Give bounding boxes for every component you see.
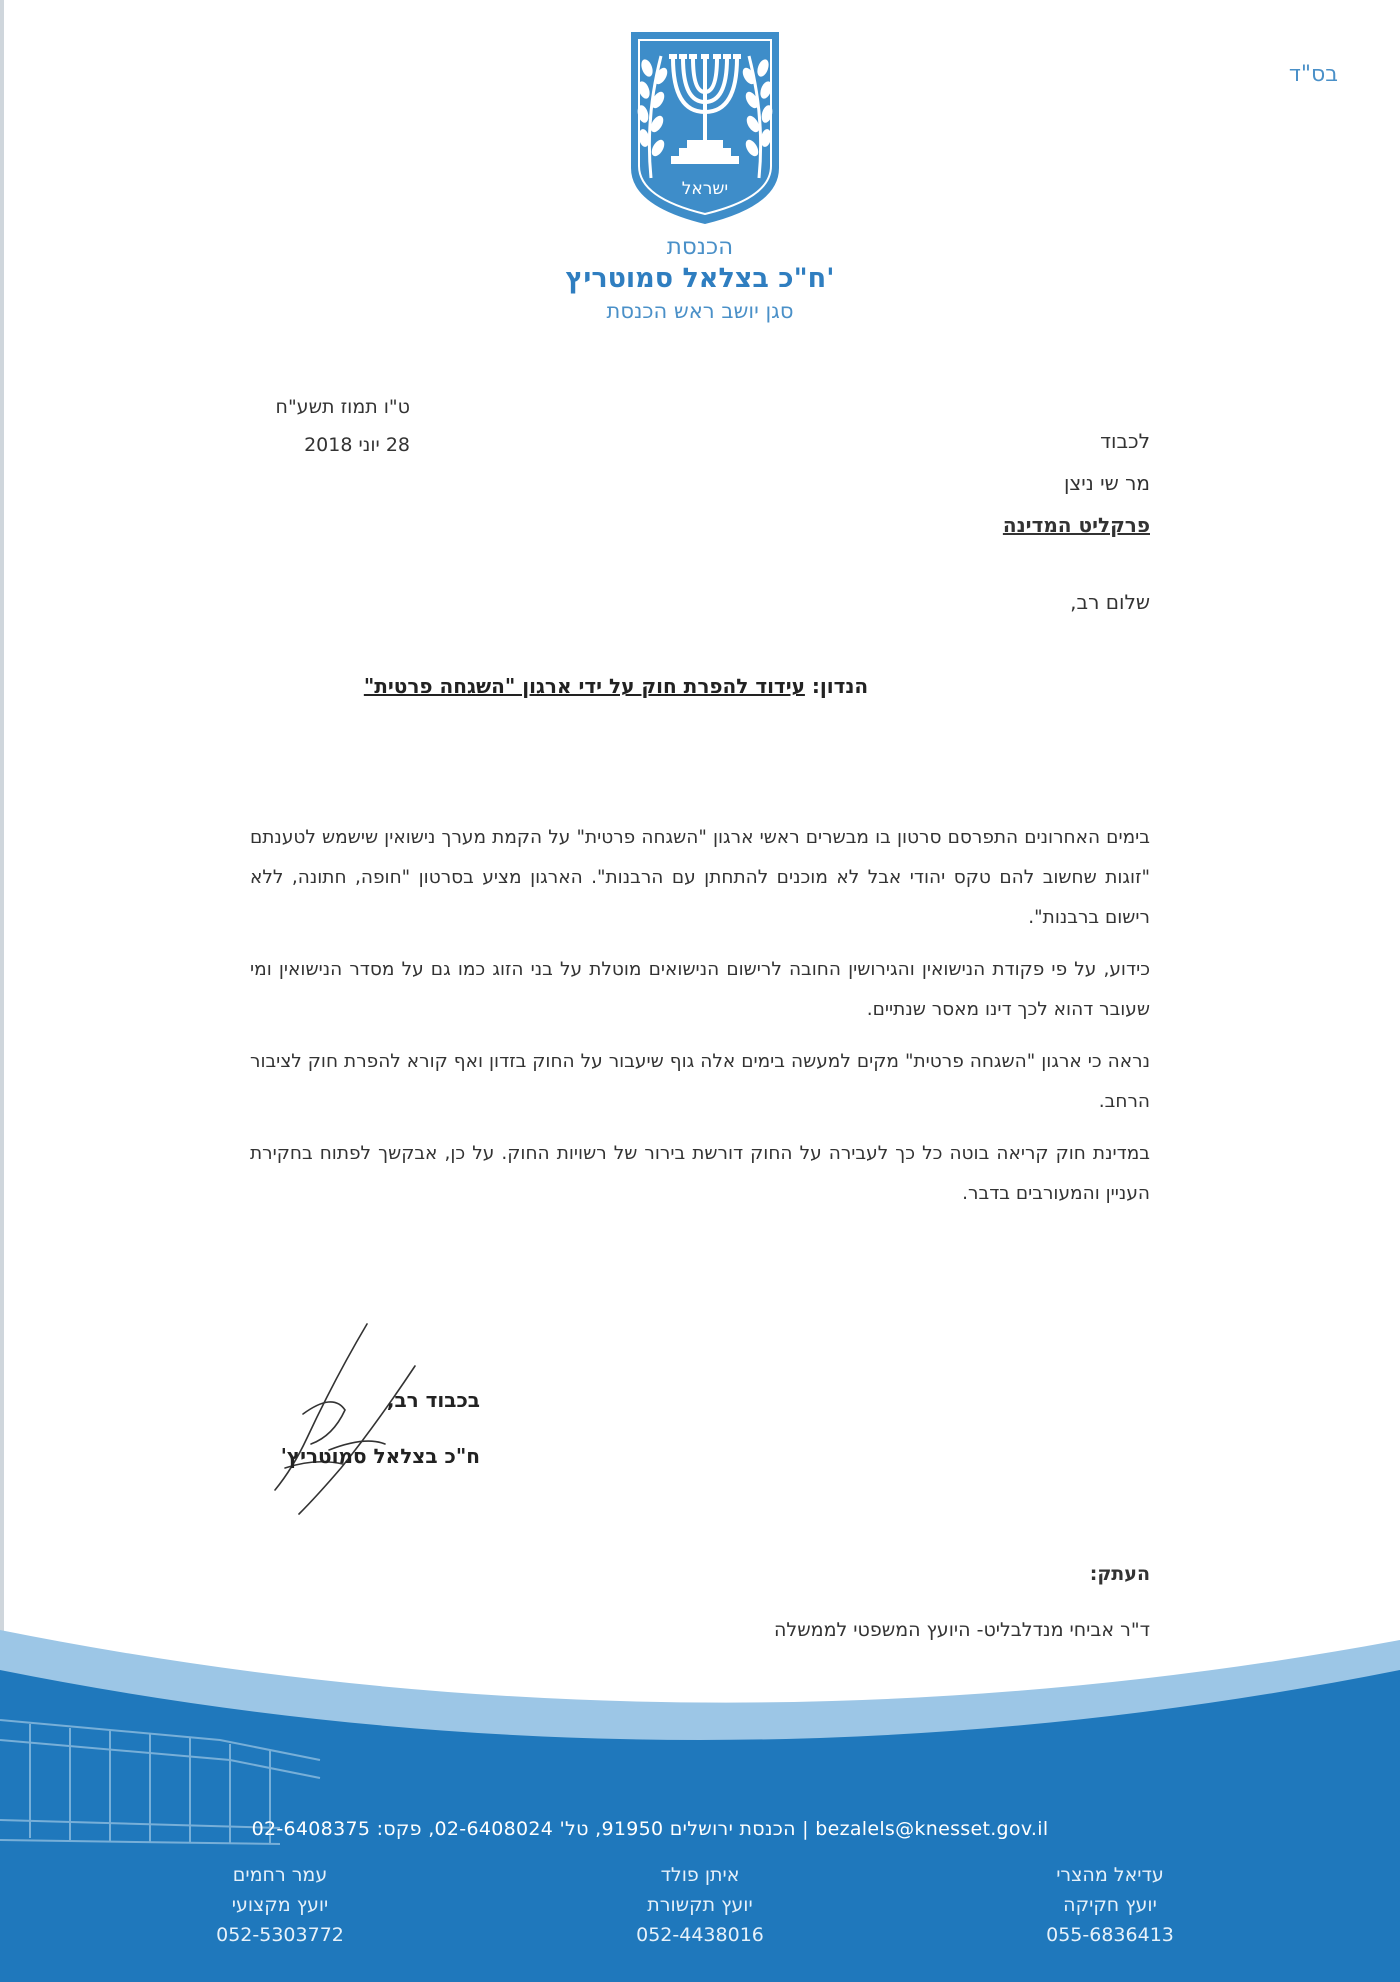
- advisor-title: יועץ מקצועי: [231, 1894, 329, 1916]
- date-block: [190, 388, 410, 464]
- organization-name: הכנסת: [666, 234, 734, 260]
- closing-regards: בכבוד רב,: [386, 1388, 480, 1412]
- hebrew-date: ט"ו תמוז תשע"ח: [275, 396, 410, 418]
- addressee-office: פרקליט המדינה: [1002, 513, 1150, 537]
- mk-name: ח"כ בצלאל סמוטריץ': [565, 263, 835, 294]
- bsd-mark: בס"ד: [1288, 62, 1338, 87]
- advisor-name: עדיאל מהצרי: [1056, 1864, 1164, 1886]
- subject-label: הנדון:: [811, 674, 869, 698]
- state-emblem: [625, 28, 785, 228]
- advisor-title: יועץ חקיקה: [1063, 1894, 1157, 1916]
- advisor-card: [600, 1860, 800, 1950]
- advisor-card: [180, 1860, 380, 1950]
- advisor-name: עמר רחמים: [232, 1864, 328, 1886]
- advisor-card: [1010, 1860, 1210, 1950]
- letter-body: [250, 818, 1150, 1226]
- gregorian-date: 28 יוני 2018: [304, 434, 410, 456]
- addressee-greeting: לכבוד: [1100, 429, 1150, 453]
- mk-role: סגן יושב ראש הכנסת: [606, 299, 794, 323]
- advisor-phone: 052-4438016: [636, 1924, 764, 1946]
- footer-address: הכנסת ירושלים 91950, טל' 02-6408024, פקס: 02-6408375 | bezalels@knesset.gov.il: [251, 1818, 1049, 1840]
- advisor-name: איתן פולד: [660, 1864, 740, 1886]
- advisor-phone: 052-5303772: [216, 1924, 344, 1946]
- advisor-phone: 055-6836413: [1046, 1924, 1174, 1946]
- cc-recipient: ד"ר אביחי מנדלבליט- היועץ המשפטי לממשלה: [773, 1619, 1150, 1641]
- addressee-block: [650, 420, 1150, 546]
- greeting: שלום רב,: [1070, 590, 1150, 614]
- advisor-title: יועץ תקשורת: [647, 1894, 753, 1916]
- closing-signer: ח"כ בצלאל סמוטריץ': [280, 1444, 480, 1468]
- subject-text: עידוד להפרת חוק על ידי ארגון "השגחה פרטית": [363, 674, 805, 698]
- body-paragraph: נראה כי ארגון "השגחה פרטית" מקים למעשה בימים אלה גוף שיעבור על החוק בזדון ואף קורא להפרת חוק לציבור הרחב.: [250, 1051, 1150, 1112]
- body-paragraph: בימים האחרונים התפרסם סרטון בו מבשרים ראשי ארגון "השגחה פרטית" על הקמת מערך נישואין שישמש לטענתם "זוגות שחשוב להם טקס יהודי אבל לא מוכנים להתחתן עם הרבנות". הארגון מציע בסרטון "חופה, חתונה, ללא רישום ברבנות".: [250, 827, 1150, 928]
- subject-line: [250, 674, 982, 698]
- menorah-emblem-icon: [625, 28, 785, 228]
- letterhead: [400, 232, 1000, 326]
- body-paragraph: כידוע, על פי פקודת הנישואין והגירושין החובה לרישום הנישואים מוטלת על בני הזוג כמו גם על מסדר הנישואין ומי שעובר דהוא לכך דינו מאסר שנתיים.: [250, 959, 1150, 1020]
- body-paragraph: במדינת חוק קריאה בוטה כל כך לעבירה על החוק דורשת בירור של רשויות החוק. על כן, אבקשך לפתוח בחקירת העניין והמעורבים בדבר.: [250, 1143, 1150, 1204]
- emblem-caption: ישראל: [681, 179, 729, 199]
- cc-label: העתק:: [1089, 1563, 1150, 1585]
- addressee-name: מר שי ניצן: [1063, 471, 1150, 495]
- closing-block: [240, 1372, 480, 1484]
